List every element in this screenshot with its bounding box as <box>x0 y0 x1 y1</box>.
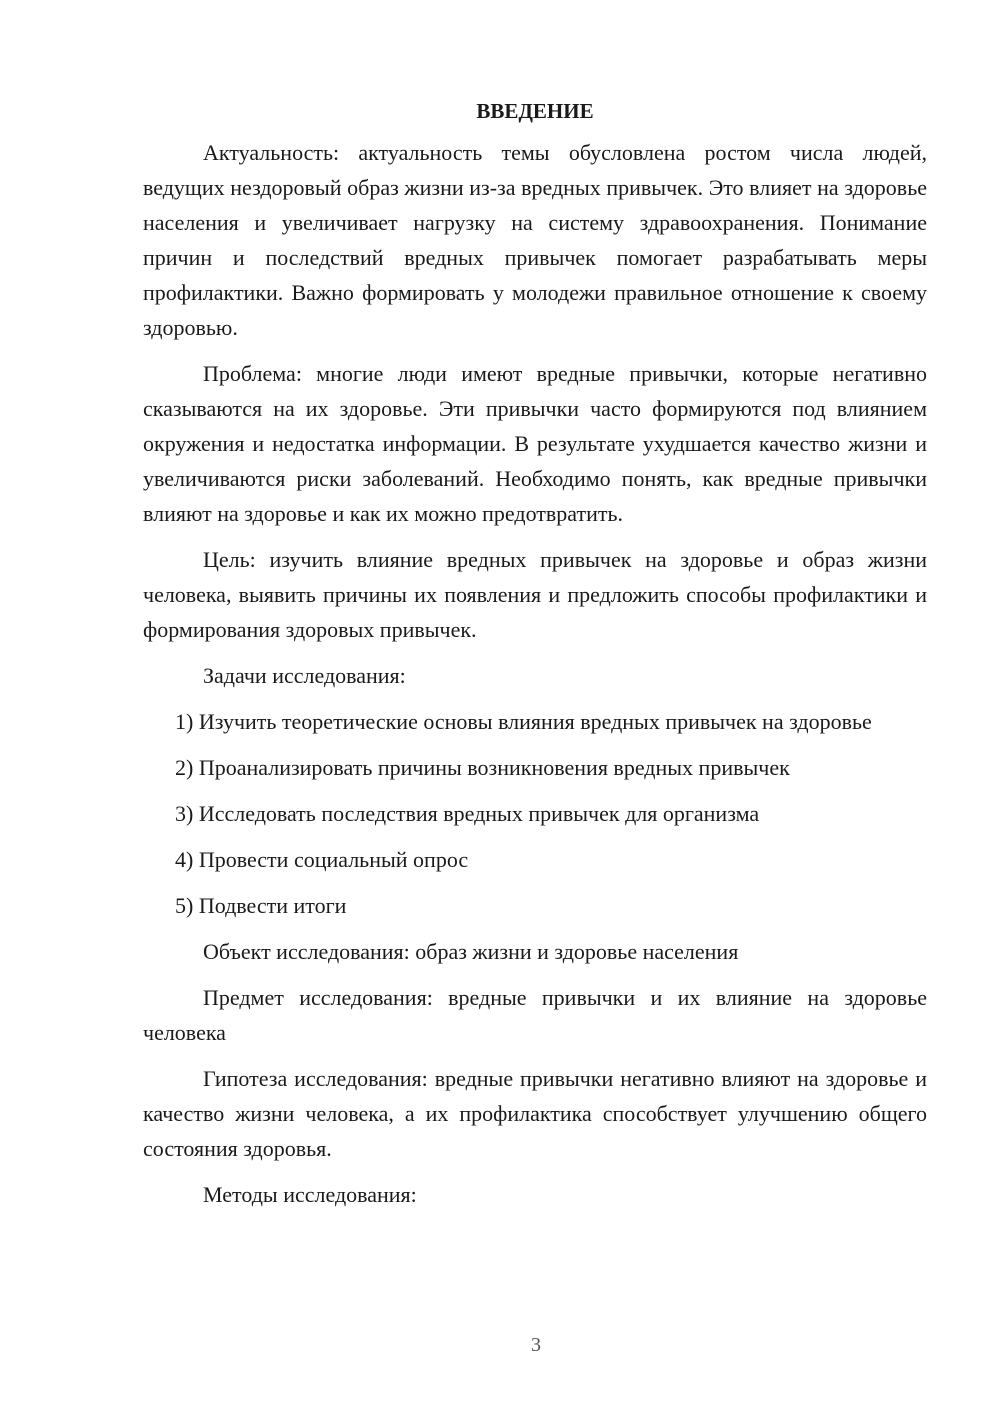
hypothesis-paragraph: Гипотеза исследования: вредные привычки негативно влияют на здоровье и качество жизни человека, а их профилактика способствует улучшению общего состояния здоровья. <box>143 1066 927 1161</box>
task-item: 4) Провести социальный опрос <box>175 847 469 872</box>
problem-paragraph: Проблема: многие люди имеют вредные привычки, которые негативно сказываются на их здоровье. Эти привычки часто формируются под влиянием окружения и недостатка информации. В результате ухудшается качество жизни и увеличиваются риски заболеваний. Необходимо понять, как вредные привычки влияют на здоровье и как их можно предотвратить. <box>143 361 927 526</box>
document-page <box>143 98 927 1223</box>
tasks-heading: Задачи исследования: <box>203 663 406 688</box>
task-item: 1) Изучить теоретические основы влияния вредных привычек на здоровье <box>175 709 872 734</box>
task-item: 3) Исследовать последствия вредных привычек для организма <box>175 801 760 826</box>
goal-paragraph: Цель: изучить влияние вредных привычек на здоровье и образ жизни человека, выявить причины их появления и предложить способы профилактики и формирования здоровых привычек. <box>143 547 927 642</box>
methods-heading: Методы исследования: <box>203 1182 417 1207</box>
task-item: 5) Подвести итоги <box>175 893 347 918</box>
object-paragraph: Объект исследования: образ жизни и здоровье населения <box>203 939 739 964</box>
page-number: 3 <box>531 1334 541 1356</box>
subject-paragraph: Предмет исследования: вредные привычки и их влияние на здоровье человека <box>143 985 927 1045</box>
relevance-paragraph: Актуальность: актуальность темы обусловлена ростом числа людей, ведущих нездоровый образ жизни из-за вредных привычек. Это влияет на здоровье населения и увеличивает нагрузку на систему здравоохранения. Понимание причин и последствий вредных привычек помогает разрабатывать меры профилактики. Важно формировать у молодежи правильное отношение к своему здоровью. <box>143 140 927 340</box>
section-title: ВВЕДЕНИЕ <box>476 99 594 123</box>
task-item: 2) Проанализировать причины возникновения вредных привычек <box>175 755 790 780</box>
